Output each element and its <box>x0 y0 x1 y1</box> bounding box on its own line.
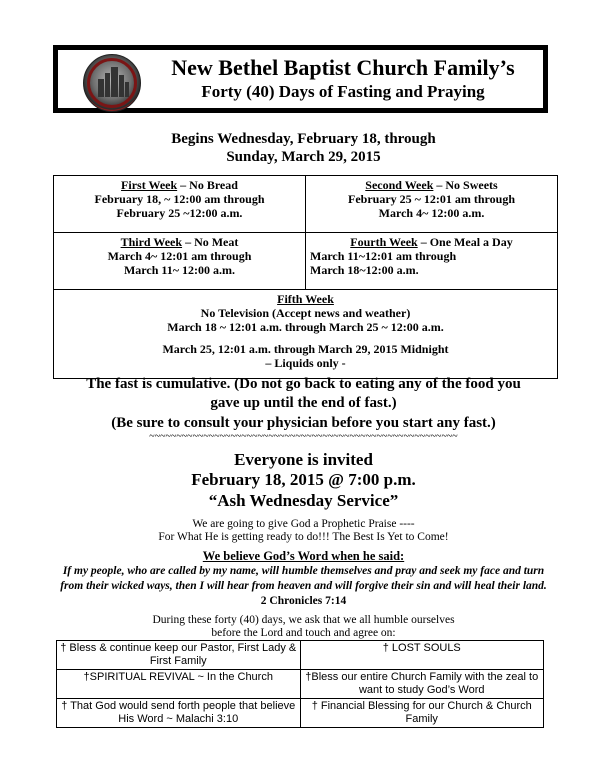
tilde-divider: ~~~~~~~~~~~~~~~~~~~~~~~~~~~~~~~~~~~~~~~~~~~~~~~~~~~~~~~~~ <box>149 431 458 442</box>
prayer-item: † Financial Blessing for our Church & Church Family <box>300 699 544 728</box>
praise-line1: We are going to give God a Prophetic Praise ---- <box>192 518 415 530</box>
week-line: March 4~ 12:00 a.m. <box>378 206 485 220</box>
week-cell-second <box>306 176 558 233</box>
week-line: March 4~ 12:01 am through <box>107 249 252 263</box>
week-line: March 18~12:00 a.m. <box>310 263 419 277</box>
header-box <box>53 45 548 113</box>
cumulative-line2: gave up until the end of fast.) <box>210 395 397 411</box>
prayer-item: † That God would send forth people that believe His Word ~ Malachi 3:10 <box>57 699 301 728</box>
week-line: – Liquids only - <box>265 356 346 370</box>
prayer-item: † Bless & continue keep our Pastor, First Lady & First Family <box>57 641 301 670</box>
invite-line1: Everyone is invited <box>234 450 373 469</box>
week-line: No Television (Accept news and weather) <box>200 306 411 320</box>
week-line: February 25 ~12:00 a.m. <box>116 206 243 220</box>
church-logo <box>83 54 141 112</box>
week-heading: Fifth Week <box>277 292 334 306</box>
week-line: March 11~12:01 am through <box>310 249 457 263</box>
week-desc: – No Meat <box>182 235 239 249</box>
weeks-table <box>53 175 558 379</box>
week-line: February 18, ~ 12:00 am through <box>94 192 265 206</box>
prayer-list-table <box>56 640 544 728</box>
scripture-heading: We believe God’s Word when he said: <box>202 549 405 563</box>
date-range-line1: Begins Wednesday, February 18, through <box>171 131 436 147</box>
week-line: March 11~ 12:00 a.m. <box>123 263 235 277</box>
praise-line2: For What He is getting ready to do!!! The Best Is Yet to Come! <box>158 531 449 543</box>
week-line: March 18 ~ 12:01 a.m. through March 25 ~ 12:00 a.m. <box>167 320 444 334</box>
prayer-item: †SPIRITUAL REVIVAL ~ In the Church <box>57 670 301 699</box>
week-heading: Third Week <box>120 235 183 249</box>
week-desc: – No Sweets <box>433 178 498 192</box>
prayer-item: †Bless our entire Church Family with the zeal to want to study God’s Word <box>300 670 544 699</box>
date-range-line2: Sunday, March 29, 2015 <box>226 149 381 165</box>
week-desc: – No Bread <box>177 178 238 192</box>
service-name: “Ash Wednesday Service” <box>208 491 399 510</box>
week-cell-fifth <box>54 290 558 379</box>
page-title: New Bethel Baptist Church Family’s <box>171 55 515 80</box>
week-cell-first <box>54 176 306 233</box>
week-heading: Fourth Week <box>350 235 418 249</box>
week-desc: – One Meal a Day <box>417 235 513 249</box>
agree-line1: During these forty (40) days, we ask that we all humble ourselves <box>152 614 455 626</box>
cumulative-line1: The fast is cumulative. (Do not go back to eating any of the food you <box>86 376 521 392</box>
week-line: March 25, 12:01 a.m. through March 29, 2015 Midnight <box>162 342 449 356</box>
week-cell-third <box>54 233 306 290</box>
week-heading: First Week <box>121 178 178 192</box>
invite-date: February 18, 2015 @ 7:00 p.m. <box>191 470 416 489</box>
week-cell-fourth <box>306 233 558 290</box>
page-subtitle: Forty (40) Days of Fasting and Praying <box>201 82 485 101</box>
week-heading: Second Week <box>365 178 434 192</box>
scripture-reference: 2 Chronicles 7:14 <box>260 595 347 607</box>
prayer-item: † LOST SOULS <box>300 641 544 670</box>
agree-line2: before the Lord and touch and agree on: <box>211 627 396 639</box>
week-line: February 25 ~ 12:01 am through <box>347 192 515 206</box>
scripture-text: If my people, who are called by my name, will humble themselves and pray and seek my face and turn from their wicked ways, then I will hear from heaven and will forgive their sin and will heal their land. <box>60 565 547 592</box>
physician-note: (Be sure to consult your physician before you start any fast.) <box>111 415 496 431</box>
scripture-quote <box>60 564 547 609</box>
